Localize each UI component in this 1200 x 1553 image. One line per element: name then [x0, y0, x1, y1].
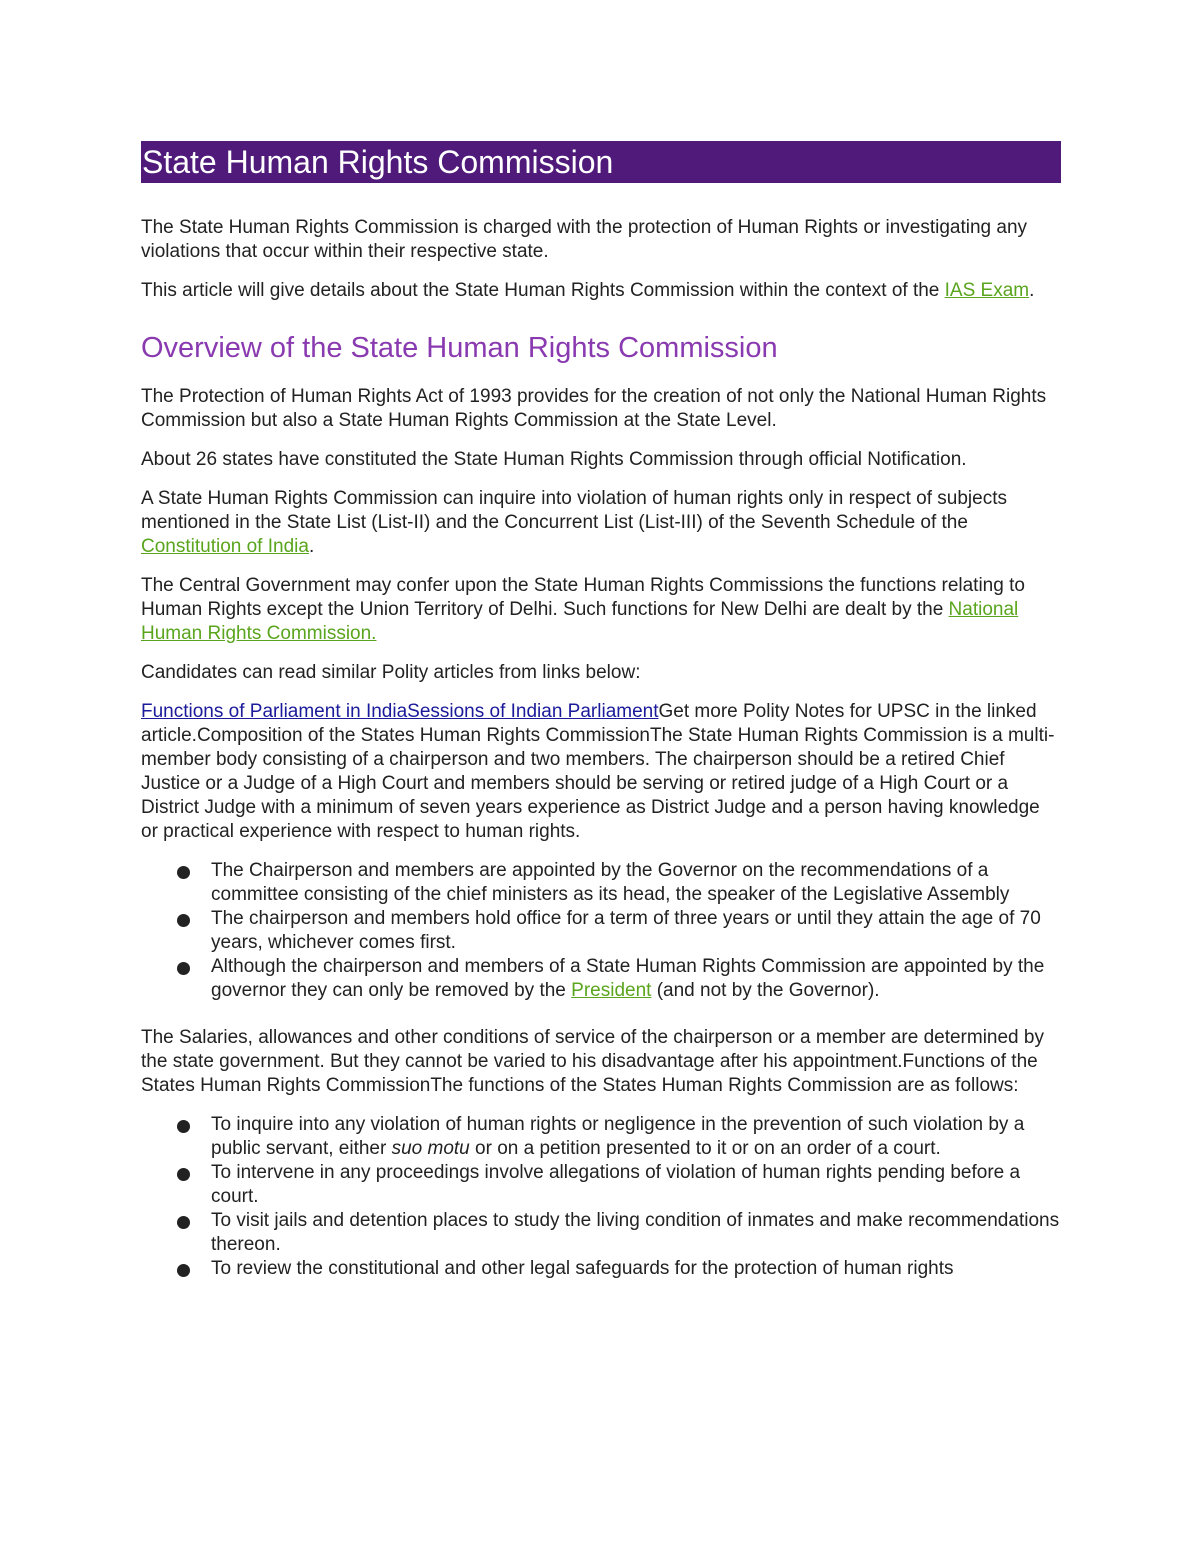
overview-paragraph-4 [141, 574, 1061, 646]
overview-paragraph-5: Candidates can read similar Polity articles from links below: [141, 662, 641, 683]
list-item [211, 1209, 1061, 1257]
overview-p4-text: The Central Government may confer upon the State Human Rights Commissions the functions relating to Human Rights except the Union Territory of Delhi. Such functions for New Delhi are dealt by the [141, 575, 1025, 620]
suo-motu-text: suo motu [391, 1138, 470, 1159]
page-title: State Human Rights Commission [141, 141, 1061, 183]
list-item-text-end: (and not by the Governor). [651, 980, 880, 1001]
bullet-icon [177, 1120, 190, 1133]
list-item [211, 907, 1061, 955]
overview-heading: Overview of the State Human Rights Commission [141, 332, 778, 364]
list-item-text-end: or on a petition presented to it or on an order of a court. [469, 1138, 941, 1159]
bullet-icon [177, 914, 190, 927]
list-item-text: To review the constitutional and other legal safeguards for the protection of human rights [211, 1258, 954, 1279]
links-paragraph [141, 700, 1061, 844]
composition-text: Get more Polity Notes for UPSC in the linked article.Composition of the States Human Rights CommissionThe State Human Rights Commission is a multi-member body consisting of a chairperson and two members. The chairperson should be a retired Chief Justice or a Judge of a High Court and members should be serving or retired judge of a High Court or a District Judge with a minimum of seven years experience as District Judge and a person having knowledge or practical experience with respect to human rights. [141, 701, 1055, 842]
list-item-text: Although the chairperson and members of a State Human Rights Commission are appointed by the governor they can only be removed by the [211, 956, 1045, 1001]
bullet-icon [177, 1264, 190, 1277]
list-item-text: To intervene in any proceedings involve allegations of violation of human rights pending before a court. [211, 1162, 1021, 1207]
intro-paragraph-2 [141, 279, 1061, 303]
overview-paragraph-3 [141, 487, 1061, 559]
president-link[interactable]: President [571, 980, 652, 1001]
bullet-icon [177, 962, 190, 975]
composition-list [141, 859, 1061, 1003]
intro-paragraph-1: The State Human Rights Commission is charged with the protection of Human Rights or investigating any violations that occur within their respective state. [141, 217, 1028, 262]
intro-text-end: . [1029, 280, 1035, 301]
salaries-paragraph: The Salaries, allowances and other conditions of service of the chairperson or a member are determined by the state government. But they cannot be varied to his disadvantage after his appointment.Functions of the States Human Rights CommissionThe functions of the States Human Rights Commission are as follows: [141, 1027, 1044, 1096]
intro-text: This article will give details about the State Human Rights Commission within the context of the [141, 280, 945, 301]
overview-p3-text: A State Human Rights Commission can inquire into violation of human rights only in respect of subjects mentioned in the State List (List-II) and the Concurrent List (List-III) of the Seventh Schedule of the [141, 488, 1007, 533]
list-item-text: To inquire into any violation of human rights or negligence in the prevention of such violation by a public servant, either [211, 1114, 1025, 1159]
nhrc-link[interactable]: National Human Rights Commission. [141, 599, 1019, 644]
sessions-of-parliament-link[interactable]: Sessions of Indian Parliament [407, 701, 659, 722]
functions-of-parliament-link[interactable]: Functions of Parliament in India [141, 701, 408, 722]
overview-paragraph-1: The Protection of Human Rights Act of 1993 provides for the creation of not only the National Human Rights Commission but also a State Human Rights Commission at the State Level. [141, 386, 1047, 431]
list-item [211, 1113, 1061, 1161]
constitution-of-india-link[interactable]: Constitution of India [141, 536, 309, 557]
list-item [211, 859, 1061, 907]
list-item-text: The Chairperson and members are appointed by the Governor on the recommendations of a committee consisting of the chief ministers as its head, the speaker of the Legislative Assembly [211, 860, 1010, 905]
bullet-icon [177, 1216, 190, 1229]
document-content [141, 141, 1061, 1281]
list-item-text: To visit jails and detention places to study the living condition of inmates and make recommendations thereon. [211, 1210, 1060, 1255]
overview-paragraph-2: About 26 states have constituted the State Human Rights Commission through official Notification. [141, 449, 967, 470]
bullet-icon [177, 1168, 190, 1181]
ias-exam-link[interactable]: IAS Exam [944, 280, 1030, 301]
functions-list [141, 1113, 1061, 1281]
list-item-text: The chairperson and members hold office for a term of three years or until they attain the age of 70 years, whichever comes first. [211, 908, 1041, 953]
list-item [211, 1257, 1061, 1281]
list-item [211, 955, 1061, 1003]
bullet-icon [177, 866, 190, 879]
list-item [211, 1161, 1061, 1209]
overview-p3-end: . [308, 536, 315, 557]
